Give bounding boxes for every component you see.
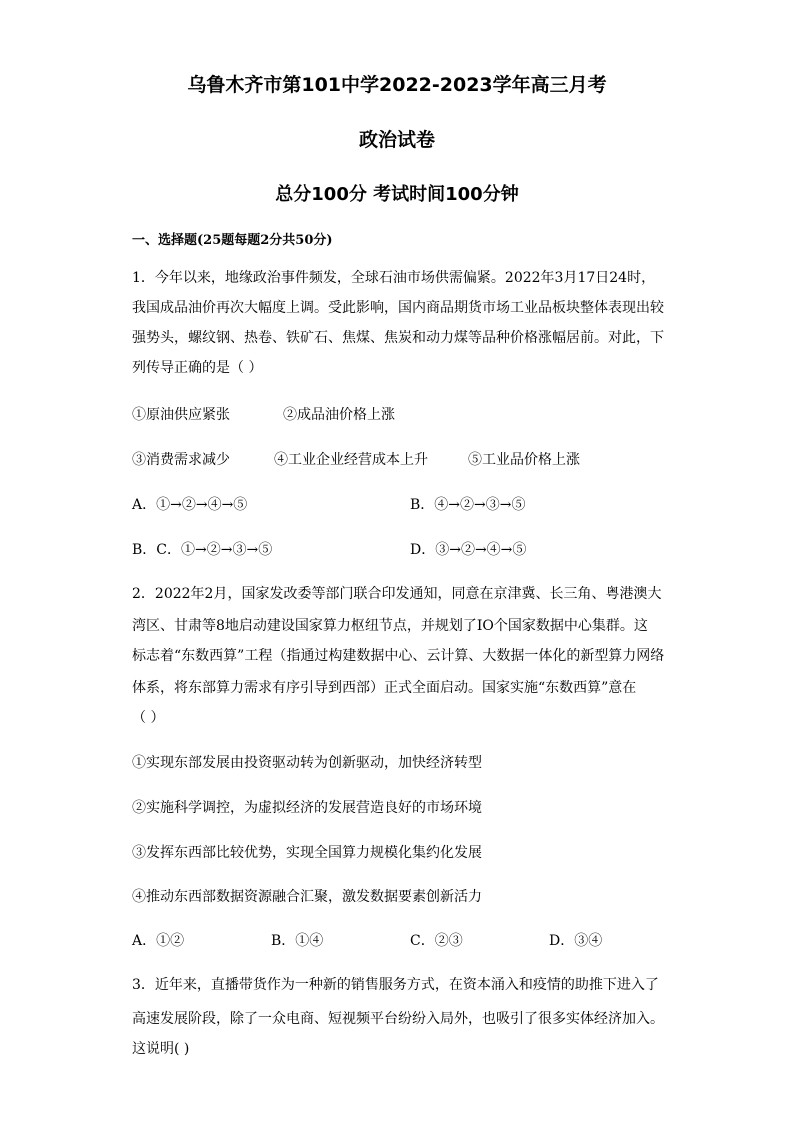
exam-subject: 政治试卷 (358, 129, 435, 151)
q1-choice-d: D．③→②→④→⑤ (410, 542, 527, 558)
exam-info: 总分100分 考试时间100分钟 (275, 184, 519, 205)
exam-title: 乌鲁木齐市第101中学2022-2023学年高三月考 (187, 74, 607, 96)
q3-line-3: 这说明( ) (132, 1041, 190, 1057)
q1-item-4: ④工业企业经营成本上升 (274, 452, 428, 468)
q1-choice-a: A．①→②→④→⑤ (132, 497, 248, 513)
section-heading: 一、选择题(25题每题2分共50分) (132, 233, 333, 248)
q2-line-5: （ ） (132, 710, 165, 726)
q2-item-3: ③发挥东西部比较优势，实现全国算力规模化集约化发展 (132, 845, 482, 861)
q1-line-1: 1．今年以来，地缘政治事件频发，全球石油市场供需偏紧。2022年3月17日24时， (132, 270, 656, 286)
q1-item-2: ②成品油价格上涨 (283, 407, 395, 423)
q1-choice-b: B．④→②→③→⑤ (410, 497, 526, 513)
q2-choice-c: C．②③ (410, 933, 463, 949)
q2-item-4: ④推动东西部数据资源融合汇聚，激发数据要素创新活力 (132, 889, 482, 905)
q2-item-2: ②实施科学调控，为虚拟经济的发展营造良好的市场环境 (132, 800, 482, 816)
q1-item-1: ①原油供应紧张 (132, 407, 230, 423)
q2-choice-a: A．①② (132, 933, 185, 949)
q3-line-2: 高速发展阶段，除了一众电商、短视频平台纷纷入局外，也吸引了很多实体经济加入。 (132, 1011, 664, 1027)
q1-choice-c: B．C．①→②→③→⑤ (132, 542, 273, 558)
q2-line-1: 2．2022年2月，国家发改委等部门联合印发通知，同意在京津冀、长三角、粤港澳大 (132, 586, 662, 602)
q2-line-3: 标志着“东数西算”工程（指通过构建数据中心、云计算、大数据一体化的新型算力网络 (132, 648, 665, 664)
q2-choice-b: B．①④ (271, 933, 324, 949)
q2-choice-d: D．③④ (549, 933, 603, 949)
q1-line-2: 我国成品油价再次大幅度上调。受此影响，国内商品期货市场工业品板块整体表现出较 (132, 300, 664, 316)
q1-item-5: ⑤工业品价格上涨 (468, 452, 580, 468)
q1-item-3: ③消费需求减少 (132, 452, 230, 468)
q3-line-1: 3．近年来，直播带货作为一种新的销售服务方式，在资本涌入和疫情的助推下进入了 (132, 977, 659, 993)
q2-line-4: 体系，将东部算力需求有序引导到西部）正式全面启动。国家实施“东数西算”意在 (132, 680, 637, 696)
q1-line-4: 列传导正确的是（ ） (132, 360, 263, 376)
q1-line-3: 强势头，螺纹钢、热卷、铁矿石、焦煤、焦炭和动力煤等品种价格涨幅居前。对此，下 (132, 330, 664, 346)
q2-line-2: 湾区、甘肃等8地启动建设国家算力枢纽节点，并规划了IO个国家数据中心集群。这 (132, 618, 648, 634)
q2-item-1: ①实现东部发展由投资驱动转为创新驱动，加快经济转型 (132, 755, 482, 771)
